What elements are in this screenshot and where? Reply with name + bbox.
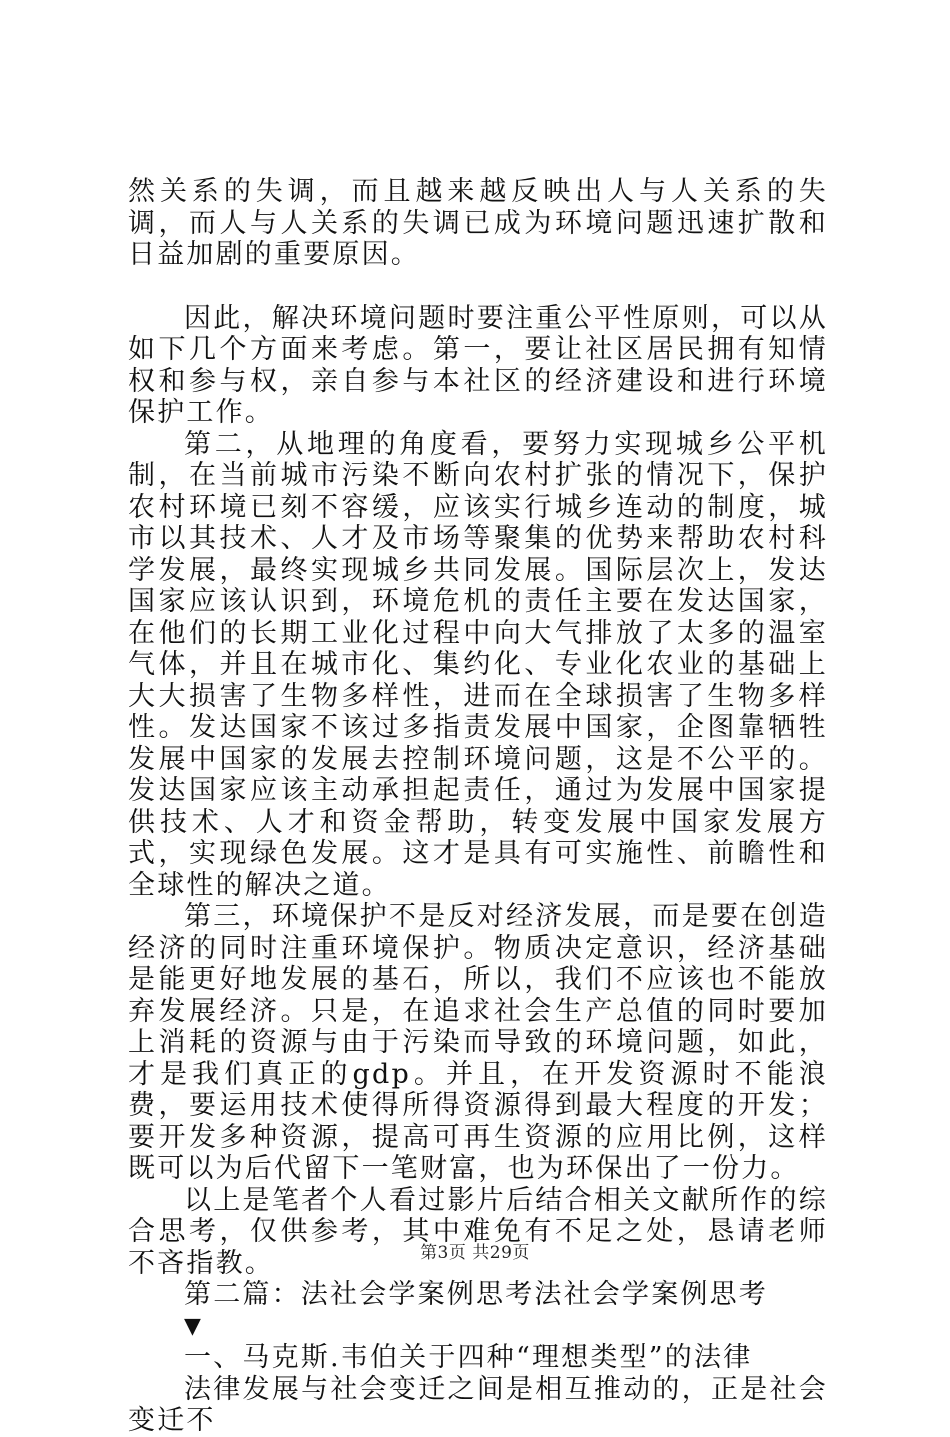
subsection-heading: 一、马克斯.韦伯关于四种“理想类型”的法律: [184, 1342, 753, 1373]
paragraph-third-point: 第三，环境保护不是反对经济发展，而是要在创造经济的同时注重环境保护。物质决定意识，经济基础是能更好地发展的基石，所以，我们不应该也不能放弃发展经济。只是，在追求社会生产总值的同时要加上消耗的资源与由于污染而导致的环境问题，如此，才是我们真正的gdp。并且，在开发资源时不能浪费，要运用技术使得所得资源得到最大程度的开发；要开发多种资源，提高可再生资源的应用比例，这样既可以为后代留下一笔财富，也为环保出了一份力。: [128, 901, 828, 1184]
paragraph-continued: 然关系的失调，而且越来越反映出人与人关系的失调，而人与人关系的失调已成为环境问题迅速扩散和日益加剧的重要原因。: [128, 176, 828, 270]
triangle-down-icon: ▼: [184, 1313, 201, 1339]
paragraph-law-development: 法律发展与社会变迁之间是相互推动的，正是社会变迁不: [128, 1373, 828, 1436]
paragraph-second-point: 第二，从地理的角度看，要努力实现城乡公平机制，在当前城市污染不断向农村扩张的情况下，保护农村环境已刻不容缓，应该实行城乡连动的制度，城市以其技术、人才及市场等聚集的优势来帮助农村科学发展，最终实现城乡共同发展。国际层次上，发达国家应该认识到，环境危机的责任主要在发达国家，在他们的长期工业化过程中向大气排放了太多的温室气体，并且在城市化、集约化、专业化农业的基础上大大损害了生物多样性，进而在全球损害了生物多样性。发达国家不该过多指责发展中国家，企图靠牺牲发展中国家的发展去控制环境问题，这是不公平的。发达国家应该主动承担起责任，通过为发展中国家提供技术、人才和资金帮助，转变发展中国家发展方式，实现绿色发展。这才是具有可实施性、前瞻性和全球性的解决之道。: [128, 428, 828, 901]
page-number-footer: 第3页 共29页: [420, 1243, 530, 1263]
section-heading: 第二篇：法社会学案例思考法社会学案例思考: [184, 1279, 768, 1310]
paragraph-conclusion: 以上是笔者个人看过影片后结合相关文献所作的综合思考，仅供参考，其中难免有不足之处，恳请老师不吝指教。: [128, 1184, 828, 1279]
paragraph-gap: [128, 271, 828, 303]
paragraph-principle: 因此，解决环境问题时要注重公平性原则，可以从如下几个方面来考虑。第一，要让社区居民拥有知情权和参与权，亲自参与本社区的经济建设和进行环境保护工作。: [128, 302, 828, 428]
